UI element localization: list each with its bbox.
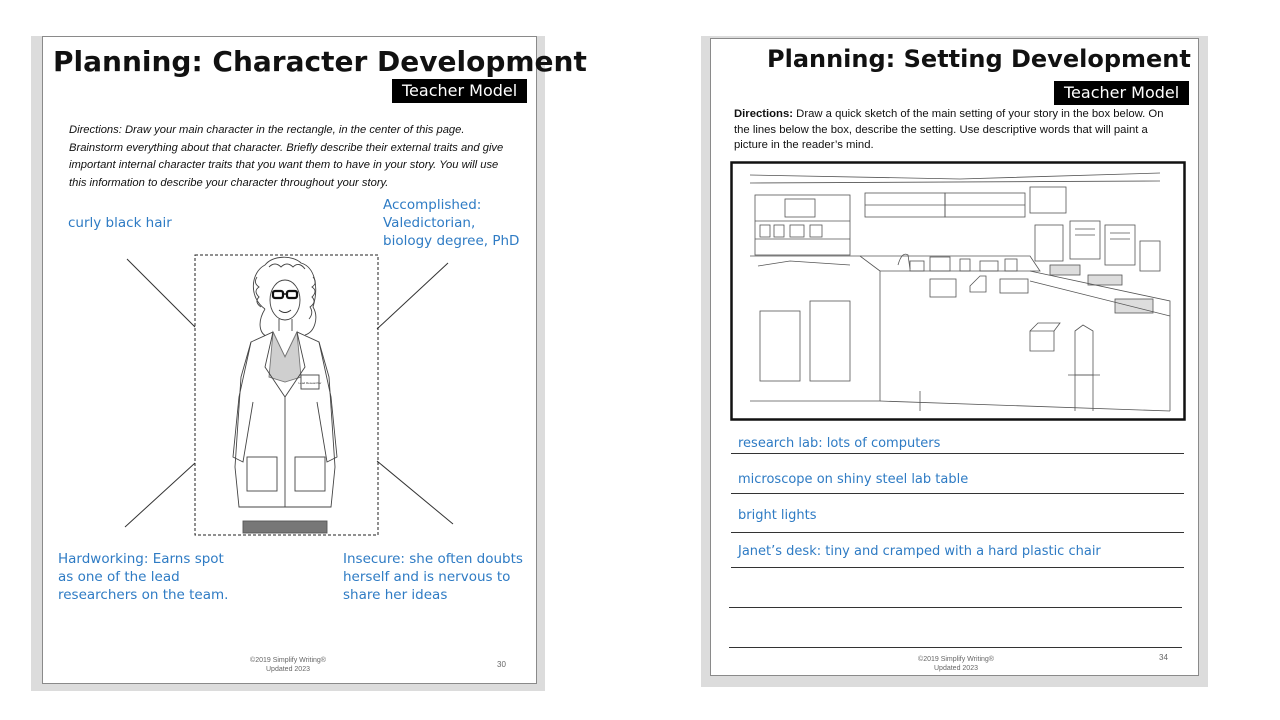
setting-line-1 bbox=[731, 453, 1184, 454]
left-worksheet-page bbox=[42, 36, 587, 684]
setting-line-2 bbox=[731, 493, 1184, 494]
connector-line-bottom-left bbox=[125, 463, 195, 527]
connector-line-top-left bbox=[127, 259, 195, 327]
trait-top-right: Accomplished: Valedictorian, biology degree, PhD bbox=[383, 197, 520, 249]
left-page-title: Planning: Character Development bbox=[53, 45, 587, 78]
left-directions: Directions: Draw your main character in the rectangle, in the center of this page. Brainstorm everything about that character. Briefly describe their external traits and give important internal character traits that you want them to have in your story. You will use this information to describe your character throughout your story. bbox=[69, 124, 504, 189]
left-footer-copyright: ©2019 Simplify Writing® bbox=[250, 657, 326, 664]
setting-line-5 bbox=[729, 607, 1182, 608]
character-diagram bbox=[43, 37, 538, 685]
setting-line-3 bbox=[731, 532, 1184, 533]
character-badge-text: Lead Researcher bbox=[298, 381, 322, 385]
right-directions-text: Draw a quick sketch of the main setting of your story in the box below. On the lines below the box, describe the setting. Use descriptive words that will paint a picture in the reader’s mind. bbox=[734, 108, 1164, 151]
setting-line-6 bbox=[729, 647, 1182, 648]
left-teacher-model-tag: Teacher Model bbox=[392, 79, 527, 103]
right-footer-updated: Updated 2023 bbox=[934, 665, 978, 672]
right-page-title: Planning: Setting Development bbox=[767, 45, 1191, 73]
right-page-number: 34 bbox=[1159, 653, 1168, 662]
setting-line-4 bbox=[731, 567, 1184, 568]
setting-line-1-text: research lab: lots of computers bbox=[738, 436, 941, 451]
right-directions bbox=[734, 107, 1174, 154]
right-footer-copyright: ©2019 Simplify Writing® bbox=[918, 656, 994, 663]
left-page-number: 30 bbox=[497, 660, 506, 669]
right-worksheet-page bbox=[710, 38, 1199, 676]
trait-bottom-right: Insecure: she often doubts herself and is nervous to share her ideas bbox=[343, 551, 523, 603]
setting-line-4-text: Janet’s desk: tiny and cramped with a hard plastic chair bbox=[738, 544, 1101, 559]
trait-bottom-left: Hardworking: Earns spot as one of the lead researchers on the team. bbox=[58, 551, 229, 603]
setting-line-2-text: microscope on shiny steel lab table bbox=[738, 472, 969, 487]
right-teacher-model-tag: Teacher Model bbox=[1054, 81, 1189, 105]
character-sketch bbox=[233, 257, 337, 533]
setting-line-3-text: bright lights bbox=[738, 508, 817, 523]
setting-sketch-box bbox=[730, 161, 1186, 421]
connector-line-top-right bbox=[377, 263, 448, 329]
right-directions-label: Directions: bbox=[734, 108, 794, 120]
trait-top-left: curly black hair bbox=[68, 215, 172, 231]
left-footer-updated: Updated 2023 bbox=[266, 666, 310, 673]
connector-line-bottom-right bbox=[377, 461, 453, 524]
left-page-footer bbox=[233, 656, 343, 674]
right-page-footer bbox=[901, 655, 1011, 673]
